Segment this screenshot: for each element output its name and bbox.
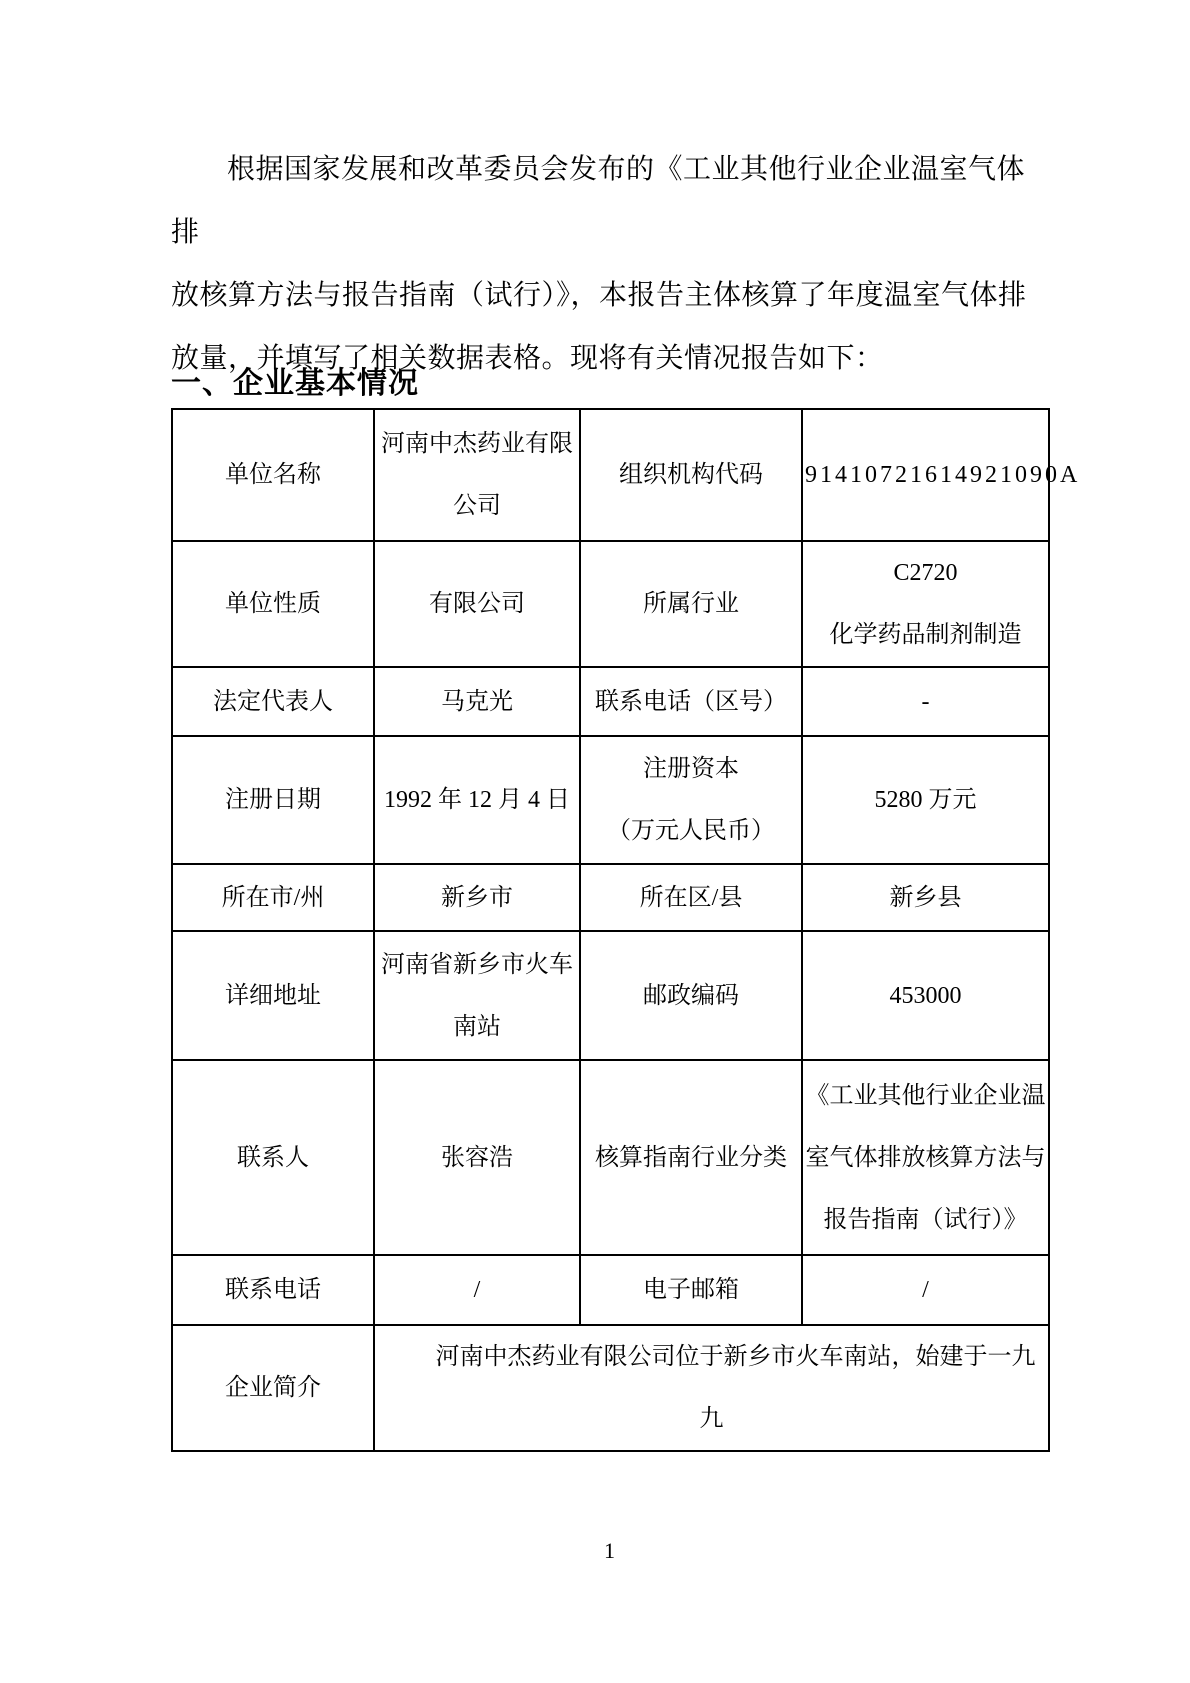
cell-value-reg-capital: 5280 万元 [802, 736, 1049, 864]
cell-value-industry: C2720 化学药品制剂制造 [802, 541, 1049, 667]
cell-label-phone-area: 联系电话（区号） [580, 667, 802, 736]
cell-value-county: 新乡县 [802, 864, 1049, 931]
table-row [172, 409, 1049, 541]
cell-label-address: 详细地址 [172, 931, 374, 1060]
cell-value-postcode: 453000 [802, 931, 1049, 1060]
table-row [172, 931, 1049, 1060]
cell-value-unit-type: 有限公司 [374, 541, 580, 667]
cell-value-contact: 张容浩 [374, 1060, 580, 1255]
cell-value-reg-date: 1992 年 12 月 4 日 [374, 736, 580, 864]
cell-value-legal-rep: 马克光 [374, 667, 580, 736]
cell-label-unit-name: 单位名称 [172, 409, 374, 541]
cell-value-company-profile: 河南中杰药业有限公司位于新乡市火车南站，始建于一九九 [374, 1325, 1049, 1451]
cell-value-city: 新乡市 [374, 864, 580, 931]
cell-label-city: 所在市/州 [172, 864, 374, 931]
cell-value-address: 河南省新乡市火车 南站 [374, 931, 580, 1060]
table-row [172, 736, 1049, 864]
cell-label-postcode: 邮政编码 [580, 931, 802, 1060]
cell-label-unit-type: 单位性质 [172, 541, 374, 667]
cell-label-company-profile: 企业简介 [172, 1325, 374, 1451]
table-row [172, 667, 1049, 736]
table-row [172, 1255, 1049, 1325]
cell-label-contact: 联系人 [172, 1060, 374, 1255]
intro-paragraph: 根据国家发展和改革委员会发布的《工业其他行业企业温室气体排 放核算方法与报告指南（试行）》，本报告主体核算了年度温室气体排 放量，并填写了相关数据表格。现将有关情况报告如下： [171, 154, 1027, 374]
cell-label-county: 所在区/县 [580, 864, 802, 931]
cell-value-org-code: 91410721614921090A [802, 409, 1049, 541]
table-row [172, 541, 1049, 667]
table-row [172, 1325, 1049, 1451]
table-row [172, 1060, 1049, 1255]
cell-value-phone-area: - [802, 667, 1049, 736]
table-row [172, 864, 1049, 931]
cell-label-reg-capital: 注册资本 （万元人民币） [580, 736, 802, 864]
cell-label-legal-rep: 法定代表人 [172, 667, 374, 736]
cell-value-email: / [802, 1255, 1049, 1325]
cell-label-contact-phone: 联系电话 [172, 1255, 374, 1325]
page-number: 1 [604, 1538, 615, 1563]
cell-label-email: 电子邮箱 [580, 1255, 802, 1325]
cell-label-reg-date: 注册日期 [172, 736, 374, 864]
cell-value-unit-name: 河南中杰药业有限 公司 [374, 409, 580, 541]
cell-label-org-code: 组织机构代码 [580, 409, 802, 541]
cell-label-guide-class: 核算指南行业分类 [580, 1060, 802, 1255]
cell-value-guide-class: 《工业其他行业企业温 室气体排放核算方法与 报告指南（试行）》 [802, 1060, 1049, 1255]
section-heading: 一、企业基本情况 [171, 367, 419, 400]
company-info-table [171, 408, 1081, 1452]
cell-label-industry: 所属行业 [580, 541, 802, 667]
cell-value-contact-phone: / [374, 1255, 580, 1325]
